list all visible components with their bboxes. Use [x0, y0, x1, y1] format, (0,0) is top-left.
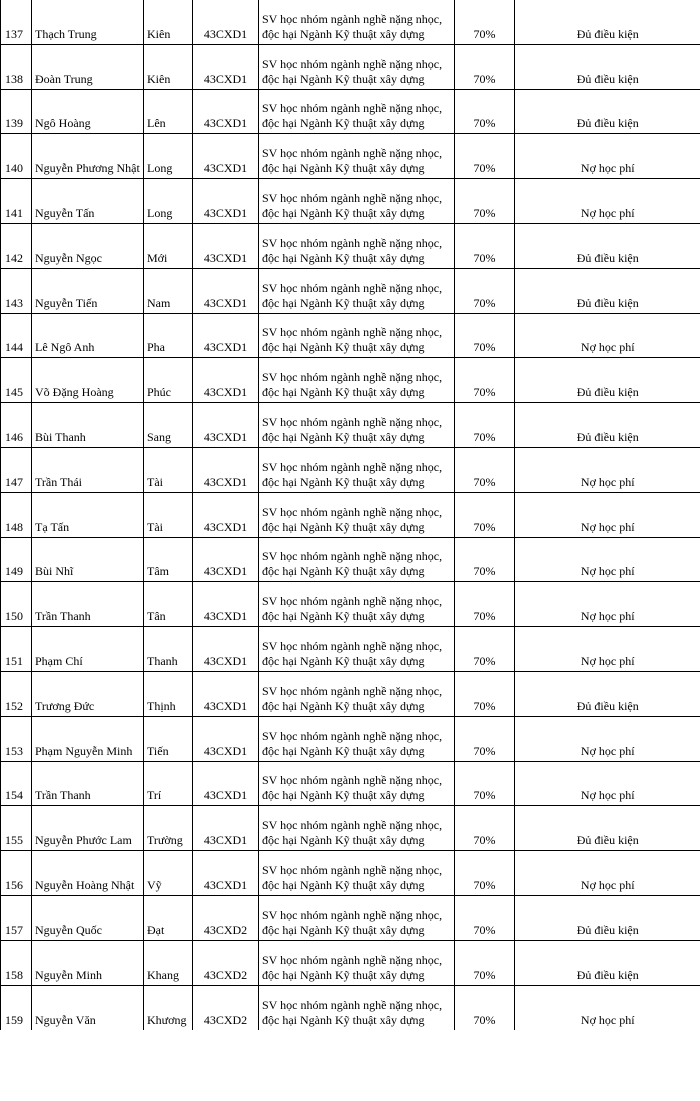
class-cell: 43CXD1: [193, 447, 259, 492]
class-cell: 43CXD1: [193, 806, 259, 851]
rate-cell: 70%: [455, 851, 515, 896]
row-number-cell: 153: [1, 716, 32, 761]
given-name-cell: Pha: [144, 313, 193, 358]
surname-cell: Đoàn Trung: [32, 44, 144, 89]
category-cell: SV học nhóm ngành nghề nặng nhọc, độc hại Ngành Kỹ thuật xây dựng: [259, 223, 455, 268]
class-cell: 43CXD1: [193, 358, 259, 403]
category-cell: SV học nhóm ngành nghề nặng nhọc, độc hại Ngành Kỹ thuật xây dựng: [259, 537, 455, 582]
given-name-cell: Đạt: [144, 895, 193, 940]
table-row: [1, 223, 700, 268]
result-cell: Nợ học phí: [515, 179, 700, 224]
table-row: [1, 403, 700, 448]
table-row: [1, 492, 700, 537]
surname-cell: Bùi Thanh: [32, 403, 144, 448]
given-name-cell: Tài: [144, 492, 193, 537]
rate-cell: 70%: [455, 179, 515, 224]
class-cell: 43CXD2: [193, 940, 259, 985]
row-number-cell: 152: [1, 671, 32, 716]
table-row: [1, 447, 700, 492]
category-cell: SV học nhóm ngành nghề nặng nhọc, độc hại Ngành Kỹ thuật xây dựng: [259, 313, 455, 358]
table-row: [1, 895, 700, 940]
result-cell: Nợ học phí: [515, 447, 700, 492]
class-cell: 43CXD1: [193, 313, 259, 358]
given-name-cell: Thanh: [144, 627, 193, 672]
given-name-cell: Thịnh: [144, 671, 193, 716]
rate-cell: 70%: [455, 895, 515, 940]
table-body: [1, 0, 700, 1030]
class-cell: 43CXD1: [193, 851, 259, 896]
row-number-cell: 139: [1, 89, 32, 134]
rate-cell: 70%: [455, 447, 515, 492]
result-cell: Nợ học phí: [515, 492, 700, 537]
class-cell: 43CXD1: [193, 0, 259, 44]
given-name-cell: Kiên: [144, 44, 193, 89]
class-cell: 43CXD1: [193, 627, 259, 672]
given-name-cell: Tâm: [144, 537, 193, 582]
table-row: [1, 313, 700, 358]
result-cell: Nợ học phí: [515, 537, 700, 582]
class-cell: 43CXD1: [193, 761, 259, 806]
category-cell: SV học nhóm ngành nghề nặng nhọc, độc hại Ngành Kỹ thuật xây dựng: [259, 358, 455, 403]
table-row: [1, 0, 700, 44]
rate-cell: 70%: [455, 358, 515, 403]
given-name-cell: Vỹ: [144, 851, 193, 896]
class-cell: 43CXD1: [193, 223, 259, 268]
class-cell: 43CXD1: [193, 179, 259, 224]
class-cell: 43CXD2: [193, 895, 259, 940]
result-cell: Nợ học phí: [515, 582, 700, 627]
category-cell: SV học nhóm ngành nghề nặng nhọc, độc hại Ngành Kỹ thuật xây dựng: [259, 851, 455, 896]
row-number-cell: 154: [1, 761, 32, 806]
given-name-cell: Sang: [144, 403, 193, 448]
category-cell: SV học nhóm ngành nghề nặng nhọc, độc hại Ngành Kỹ thuật xây dựng: [259, 179, 455, 224]
row-number-cell: 148: [1, 492, 32, 537]
given-name-cell: Long: [144, 179, 193, 224]
result-cell: Nợ học phí: [515, 761, 700, 806]
result-cell: Nợ học phí: [515, 851, 700, 896]
row-number-cell: 149: [1, 537, 32, 582]
surname-cell: Võ Đặng Hoàng: [32, 358, 144, 403]
table-row: [1, 268, 700, 313]
rate-cell: 70%: [455, 716, 515, 761]
table-row: [1, 671, 700, 716]
given-name-cell: Trường: [144, 806, 193, 851]
rate-cell: 70%: [455, 985, 515, 1030]
category-cell: SV học nhóm ngành nghề nặng nhọc, độc hại Ngành Kỹ thuật xây dựng: [259, 447, 455, 492]
surname-cell: Phạm Chí: [32, 627, 144, 672]
table-row: [1, 44, 700, 89]
result-cell: Nợ học phí: [515, 627, 700, 672]
rate-cell: 70%: [455, 671, 515, 716]
result-cell: Đủ điều kiện: [515, 671, 700, 716]
result-cell: Nợ học phí: [515, 134, 700, 179]
rate-cell: 70%: [455, 761, 515, 806]
row-number-cell: 137: [1, 0, 32, 44]
rate-cell: 70%: [455, 627, 515, 672]
rate-cell: 70%: [455, 89, 515, 134]
category-cell: SV học nhóm ngành nghề nặng nhọc, độc hại Ngành Kỹ thuật xây dựng: [259, 268, 455, 313]
rate-cell: 70%: [455, 134, 515, 179]
rate-cell: 70%: [455, 582, 515, 627]
result-cell: Đủ điều kiện: [515, 806, 700, 851]
category-cell: SV học nhóm ngành nghề nặng nhọc, độc hại Ngành Kỹ thuật xây dựng: [259, 134, 455, 179]
result-cell: Đủ điều kiện: [515, 89, 700, 134]
category-cell: SV học nhóm ngành nghề nặng nhọc, độc hại Ngành Kỹ thuật xây dựng: [259, 895, 455, 940]
rate-cell: 70%: [455, 268, 515, 313]
row-number-cell: 156: [1, 851, 32, 896]
table-row: [1, 985, 700, 1030]
rate-cell: 70%: [455, 403, 515, 448]
row-number-cell: 140: [1, 134, 32, 179]
category-cell: SV học nhóm ngành nghề nặng nhọc, độc hại Ngành Kỹ thuật xây dựng: [259, 44, 455, 89]
row-number-cell: 159: [1, 985, 32, 1030]
surname-cell: Ngô Hoàng: [32, 89, 144, 134]
class-cell: 43CXD1: [193, 44, 259, 89]
rate-cell: 70%: [455, 492, 515, 537]
surname-cell: Nguyễn Quốc: [32, 895, 144, 940]
category-cell: SV học nhóm ngành nghề nặng nhọc, độc hại Ngành Kỹ thuật xây dựng: [259, 716, 455, 761]
surname-cell: Trần Thanh: [32, 582, 144, 627]
category-cell: SV học nhóm ngành nghề nặng nhọc, độc hại Ngành Kỹ thuật xây dựng: [259, 671, 455, 716]
category-cell: SV học nhóm ngành nghề nặng nhọc, độc hại Ngành Kỹ thuật xây dựng: [259, 89, 455, 134]
class-cell: 43CXD1: [193, 671, 259, 716]
surname-cell: Nguyễn Minh: [32, 940, 144, 985]
result-cell: Đủ điều kiện: [515, 895, 700, 940]
class-cell: 43CXD1: [193, 537, 259, 582]
result-cell: Đủ điều kiện: [515, 0, 700, 44]
table-row: [1, 358, 700, 403]
result-cell: Đủ điều kiện: [515, 358, 700, 403]
given-name-cell: Long: [144, 134, 193, 179]
rate-cell: 70%: [455, 313, 515, 358]
result-cell: Đủ điều kiện: [515, 940, 700, 985]
table-row: [1, 134, 700, 179]
class-cell: 43CXD1: [193, 134, 259, 179]
category-cell: SV học nhóm ngành nghề nặng nhọc, độc hại Ngành Kỹ thuật xây dựng: [259, 940, 455, 985]
class-cell: 43CXD1: [193, 268, 259, 313]
row-number-cell: 143: [1, 268, 32, 313]
class-cell: 43CXD2: [193, 985, 259, 1030]
category-cell: SV học nhóm ngành nghề nặng nhọc, độc hại Ngành Kỹ thuật xây dựng: [259, 761, 455, 806]
surname-cell: Nguyễn Ngọc: [32, 223, 144, 268]
result-cell: Nợ học phí: [515, 313, 700, 358]
table-row: [1, 627, 700, 672]
table-row: [1, 179, 700, 224]
result-cell: Đủ điều kiện: [515, 268, 700, 313]
class-cell: 43CXD1: [193, 89, 259, 134]
surname-cell: Phạm Nguyễn Minh: [32, 716, 144, 761]
category-cell: SV học nhóm ngành nghề nặng nhọc, độc hại Ngành Kỹ thuật xây dựng: [259, 806, 455, 851]
given-name-cell: Tiến: [144, 716, 193, 761]
row-number-cell: 141: [1, 179, 32, 224]
class-cell: 43CXD1: [193, 492, 259, 537]
surname-cell: Trần Thái: [32, 447, 144, 492]
rate-cell: 70%: [455, 806, 515, 851]
row-number-cell: 142: [1, 223, 32, 268]
given-name-cell: Khương: [144, 985, 193, 1030]
given-name-cell: Kiên: [144, 0, 193, 44]
category-cell: SV học nhóm ngành nghề nặng nhọc, độc hại Ngành Kỹ thuật xây dựng: [259, 403, 455, 448]
category-cell: SV học nhóm ngành nghề nặng nhọc, độc hại Ngành Kỹ thuật xây dựng: [259, 985, 455, 1030]
row-number-cell: 147: [1, 447, 32, 492]
category-cell: SV học nhóm ngành nghề nặng nhọc, độc hại Ngành Kỹ thuật xây dựng: [259, 492, 455, 537]
surname-cell: Trần Thanh: [32, 761, 144, 806]
given-name-cell: Phúc: [144, 358, 193, 403]
surname-cell: Nguyễn Tiến: [32, 268, 144, 313]
row-number-cell: 150: [1, 582, 32, 627]
row-number-cell: 158: [1, 940, 32, 985]
result-cell: Đủ điều kiện: [515, 44, 700, 89]
row-number-cell: 157: [1, 895, 32, 940]
class-cell: 43CXD1: [193, 582, 259, 627]
surname-cell: Nguyễn Phương Nhật: [32, 134, 144, 179]
given-name-cell: Khang: [144, 940, 193, 985]
given-name-cell: Trí: [144, 761, 193, 806]
result-cell: Đủ điều kiện: [515, 403, 700, 448]
given-name-cell: Mới: [144, 223, 193, 268]
result-cell: Nợ học phí: [515, 985, 700, 1030]
table-row: [1, 89, 700, 134]
surname-cell: Lê Ngô Anh: [32, 313, 144, 358]
row-number-cell: 146: [1, 403, 32, 448]
rate-cell: 70%: [455, 537, 515, 582]
surname-cell: Nguyễn Hoàng Nhật: [32, 851, 144, 896]
class-cell: 43CXD1: [193, 716, 259, 761]
table-row: [1, 716, 700, 761]
given-name-cell: Nam: [144, 268, 193, 313]
category-cell: SV học nhóm ngành nghề nặng nhọc, độc hại Ngành Kỹ thuật xây dựng: [259, 582, 455, 627]
table-row: [1, 851, 700, 896]
surname-cell: Trương Đức: [32, 671, 144, 716]
rate-cell: 70%: [455, 940, 515, 985]
surname-cell: Tạ Tấn: [32, 492, 144, 537]
row-number-cell: 155: [1, 806, 32, 851]
table-row: [1, 761, 700, 806]
given-name-cell: Lên: [144, 89, 193, 134]
category-cell: SV học nhóm ngành nghề nặng nhọc, độc hại Ngành Kỹ thuật xây dựng: [259, 627, 455, 672]
table-row: [1, 940, 700, 985]
row-number-cell: 144: [1, 313, 32, 358]
table-row: [1, 537, 700, 582]
rate-cell: 70%: [455, 44, 515, 89]
given-name-cell: Tân: [144, 582, 193, 627]
row-number-cell: 138: [1, 44, 32, 89]
class-cell: 43CXD1: [193, 403, 259, 448]
surname-cell: Nguyễn Tấn: [32, 179, 144, 224]
category-cell: SV học nhóm ngành nghề nặng nhọc, độc hại Ngành Kỹ thuật xây dựng: [259, 0, 455, 44]
surname-cell: Thạch Trung: [32, 0, 144, 44]
table-row: [1, 806, 700, 851]
surname-cell: Nguyễn Văn: [32, 985, 144, 1030]
result-cell: Đủ điều kiện: [515, 223, 700, 268]
result-cell: Nợ học phí: [515, 716, 700, 761]
row-number-cell: 151: [1, 627, 32, 672]
given-name-cell: Tài: [144, 447, 193, 492]
rate-cell: 70%: [455, 223, 515, 268]
row-number-cell: 145: [1, 358, 32, 403]
table-row: [1, 582, 700, 627]
surname-cell: Nguyễn Phước Lam: [32, 806, 144, 851]
rate-cell: 70%: [455, 0, 515, 44]
surname-cell: Bùi Nhĩ: [32, 537, 144, 582]
